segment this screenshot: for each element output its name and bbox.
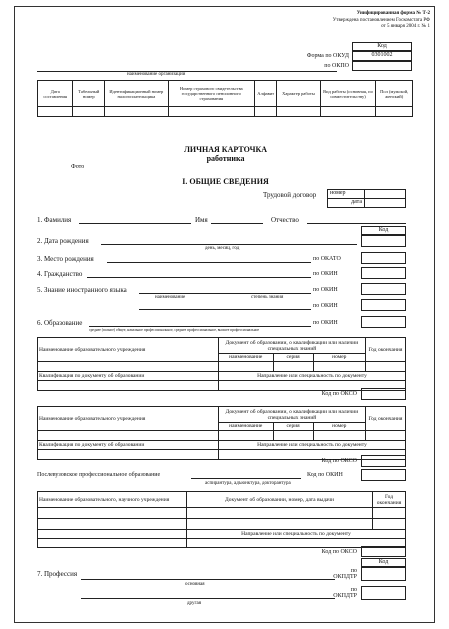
sci-document-cell-1[interactable] (187, 508, 373, 519)
okin-label-3: по ОКИН (313, 303, 338, 309)
sci-year-cell-2[interactable] (373, 519, 406, 530)
science-education-table (37, 491, 406, 548)
col-snils: Номер страхового свидетельства государственного пенсионного страхования (168, 81, 254, 107)
edu2-okso-code[interactable] (361, 455, 406, 467)
patronymic-field[interactable] (307, 223, 406, 224)
okud-value[interactable]: 0301002 (352, 51, 412, 61)
language-code-2[interactable] (361, 299, 406, 311)
edu1-qualification-cell[interactable] (38, 381, 219, 391)
okpdtr-2-b: ОКПДТР (333, 593, 357, 599)
okpdtr-1-a: по (350, 568, 357, 574)
section-title: I. ОБЩИЕ СВЕДЕНИЯ (182, 177, 269, 186)
citizenship-field[interactable] (87, 277, 311, 278)
cell-inn[interactable] (105, 107, 169, 117)
birth-place-label: 3. Место рождения (37, 255, 94, 263)
contract-label: Трудовой договор (263, 191, 317, 199)
cell-alphabet[interactable] (254, 107, 277, 117)
cell-snils[interactable] (168, 107, 254, 117)
edu1-okso-label: Код по ОКСО (321, 391, 357, 397)
okato-code[interactable] (361, 252, 406, 264)
edu1-series-cell[interactable] (273, 362, 313, 372)
citizenship-code[interactable] (361, 267, 406, 279)
edu2-year-header: Год окончания (365, 407, 405, 431)
sci-institution-cell-2[interactable] (38, 519, 187, 530)
education-caption: среднее (полное) общее, начальное профессиональное, среднее профессиональное, высшее профессиональное (89, 328, 260, 332)
edu2-name-cell[interactable] (218, 431, 273, 441)
edu1-doc-name: наименование (218, 354, 273, 362)
edu2-institution-header: Наименование образовательного учреждения (38, 407, 219, 431)
profession-other-code[interactable] (361, 586, 406, 600)
patronymic-label: Отчество (271, 216, 299, 224)
postgrad-label: Послевузовское профессиональное образование (37, 472, 161, 478)
cell-gender[interactable] (376, 107, 413, 117)
okpo-label: по ОКПО (324, 63, 349, 69)
col-date: Дата составления (38, 81, 73, 107)
language-field[interactable] (139, 293, 311, 294)
cell-work-type[interactable] (320, 107, 376, 117)
sci-institution-cell-4[interactable] (38, 539, 187, 548)
edu1-okso-code[interactable] (361, 388, 406, 400)
surname-field[interactable] (79, 223, 191, 224)
col-alphabet: Алфавит (254, 81, 277, 107)
edu2-doc-number: номер (313, 423, 365, 431)
edu1-doc-series: серия (273, 354, 313, 362)
contract-date-field[interactable] (364, 198, 406, 208)
cell-date[interactable] (38, 107, 73, 117)
language-code-1[interactable] (361, 283, 406, 295)
organization-caption: наименование организации (127, 72, 186, 77)
edu2-series-cell[interactable] (273, 431, 313, 441)
profession-main-field[interactable] (81, 579, 335, 580)
form-title: Унифицированная форма № Т-2 (356, 11, 430, 16)
sci-document-header: Документ об образовании, номер, дата выдачи (187, 492, 373, 508)
profession-main-caption: основная (185, 582, 205, 587)
contract-number-label: номер (327, 189, 365, 199)
sci-institution-header: Наименование образовательного, научного учреждения (38, 492, 187, 508)
sci-year-cell-1[interactable] (373, 508, 406, 519)
education-label: 6. Образование (37, 319, 83, 327)
postgrad-okin-code[interactable] (361, 469, 406, 481)
sci-document-cell-2[interactable] (187, 519, 373, 530)
birth-place-field[interactable] (107, 262, 311, 263)
okpdtr-1-b: ОКПДТР (333, 574, 357, 580)
personal-card-form (14, 6, 435, 623)
okpdtr-2-a: по (350, 587, 357, 593)
edu1-institution-header: Наименование образовательного учреждения (38, 338, 219, 362)
edu1-specialty-label: Направление или специальность по документу (218, 372, 405, 381)
edu1-year-cell[interactable] (365, 362, 405, 372)
organization-field[interactable] (37, 71, 337, 72)
edu1-document-header: Документ об образовании, о квалификации или наличии специальных знаний (218, 338, 365, 354)
education-field[interactable] (89, 326, 311, 327)
language-caption-level: степень знания (251, 295, 284, 300)
edu1-number-cell[interactable] (313, 362, 365, 372)
sci-okso-label: Код по ОКСО (321, 549, 357, 555)
profession-label: 7. Профессия (37, 570, 78, 578)
col-tab-number: Табельный номер (73, 81, 105, 107)
edu2-specialty-label: Направление или специальность по документу (218, 441, 405, 450)
edu2-qualification-cell[interactable] (38, 450, 219, 460)
sci-institution-cell-3[interactable] (38, 530, 187, 539)
edu1-qualification-label: Квалификация по документу об образовании (38, 372, 219, 381)
approval-line-1: Утверждена постановлением Госкомстата РФ (332, 18, 430, 23)
birth-date-caption: день, месяц, год (205, 246, 240, 251)
col-inn: Идентификационный номер налогоплательщика (105, 81, 169, 107)
contract-date-label: дата (327, 198, 365, 208)
col-gender: Пол (мужской, женский) (376, 81, 413, 107)
language-label: 5. Знание иностранного языка (37, 286, 127, 294)
birth-date-label: 2. Дата рождения (37, 237, 89, 245)
okin-label-2: по ОКИН (313, 287, 338, 293)
education-table-1 (37, 337, 406, 391)
name-label: Имя (195, 216, 208, 224)
okud-label: Форма по ОКУД (306, 53, 349, 59)
education-table-2 (37, 406, 406, 460)
okpo-field[interactable] (352, 61, 412, 71)
profession-other-caption: другая (187, 601, 202, 606)
edu1-name-cell[interactable] (218, 362, 273, 372)
card-subtitle: работника (206, 154, 245, 163)
sci-institution-cell-1[interactable] (38, 508, 187, 519)
profession-code-header: Код (361, 558, 406, 567)
edu2-qualification-label: Квалификация по документу об образовании (38, 441, 219, 450)
okin-label-1: по ОКИН (313, 271, 338, 277)
education-code[interactable] (361, 316, 406, 328)
postgrad-caption: аспирантура, адъюнктура, докторантура (205, 481, 291, 486)
edu2-okso-label: Код по ОКСО (321, 458, 357, 464)
fields-code-header: Код (361, 226, 406, 235)
profession-main-code[interactable] (361, 567, 406, 581)
sci-specialty-label: Направление или специальность по документу (187, 530, 406, 539)
photo-label: Фото (71, 164, 85, 170)
edu2-doc-name: наименование (218, 423, 273, 431)
edu2-document-header: Документ об образовании, о квалификации или наличии специальных знаний (218, 407, 365, 423)
edu1-year-header: Год окончания (365, 338, 405, 362)
col-work-type: Вид работы (основная, по совместительству) (320, 81, 376, 107)
postgrad-field[interactable] (191, 478, 301, 479)
surname-label: 1. Фамилия (37, 216, 72, 224)
cell-tab-number[interactable] (73, 107, 105, 117)
okato-label: по ОКАТО (313, 256, 341, 262)
sci-year-header: Год окончания (373, 492, 406, 508)
okin-label-4: по ОКИН (313, 320, 338, 326)
edu2-doc-series: серия (273, 423, 313, 431)
card-title: ЛИЧНАЯ КАРТОЧКА (183, 145, 268, 154)
edu1-doc-number: номер (313, 354, 365, 362)
edu2-year-cell[interactable] (365, 431, 405, 441)
approval-line-2: от 5 января 2004 г. № 1 (381, 24, 430, 29)
sci-okso-code[interactable] (361, 546, 406, 557)
col-work-nature: Характер работы (277, 81, 320, 107)
code-header: Код (352, 42, 412, 51)
language-field-2[interactable] (139, 309, 311, 310)
language-caption-name: наименование (155, 295, 186, 300)
edu2-institution-cell[interactable] (38, 431, 219, 441)
postgrad-okin-label: Код по ОКИН (307, 472, 343, 478)
name-field[interactable] (211, 223, 263, 224)
top-info-table (37, 80, 413, 117)
birth-date-field[interactable] (101, 244, 357, 245)
citizenship-label: 4. Гражданство (37, 270, 83, 278)
edu2-number-cell[interactable] (313, 431, 365, 441)
cell-work-nature[interactable] (277, 107, 320, 117)
birth-date-code[interactable] (361, 235, 406, 247)
profession-other-field[interactable] (81, 598, 335, 599)
edu1-institution-cell[interactable] (38, 362, 219, 372)
